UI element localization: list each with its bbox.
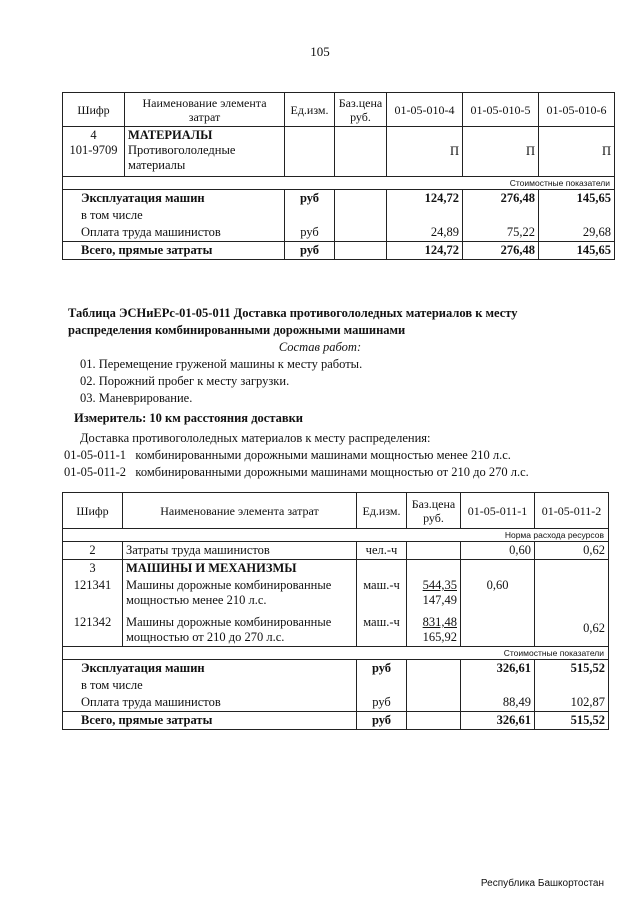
subheader: Стоимостные показатели	[63, 647, 609, 660]
cell: 515,52	[535, 660, 609, 678]
col-header-name: Наименование элемента затрат	[125, 93, 285, 127]
cell: 0,62	[535, 542, 609, 560]
variant-code: 01-05-011-2	[64, 465, 127, 479]
col-header-variant: 01-05-010-6	[539, 93, 615, 127]
price-wage: 165,92	[422, 630, 457, 644]
col-header-variant: 01-05-011-2	[535, 493, 609, 529]
summary-label: Оплата труда машинистов	[63, 694, 357, 712]
price-machine: 831,48	[422, 615, 457, 629]
cell: руб	[285, 224, 335, 242]
resource-code: 101-9709	[69, 143, 118, 157]
col-header-variant: 01-05-011-1	[461, 493, 535, 529]
cell: 326,61	[461, 660, 535, 678]
variant-line	[64, 447, 640, 464]
summary-label: в том числе	[63, 677, 357, 694]
work-item: 03. Маневрирование.	[80, 391, 193, 405]
cell	[285, 127, 335, 177]
col-header-price: Баз.цена руб.	[407, 493, 461, 529]
summary-label: Эксплуатация машин	[63, 660, 357, 678]
subheader: Стоимостные показатели	[63, 177, 615, 190]
cell: 276,48	[463, 190, 539, 208]
cell: 29,68	[539, 224, 615, 242]
price-machine: 544,35	[422, 578, 457, 592]
variant-code: 01-05-011-1	[64, 448, 127, 462]
variant-text: комбинированными дорожными машинами мощностью от 210 до 270 л.с.	[135, 465, 529, 479]
cell: руб	[357, 694, 407, 712]
cell: 515,52	[535, 712, 609, 730]
table-01-05-010	[62, 92, 615, 260]
cell	[335, 127, 387, 177]
cell: руб	[357, 712, 407, 730]
price-cell	[407, 609, 461, 647]
cell: П	[539, 127, 615, 177]
col-header-code: Шифр	[63, 493, 123, 529]
section-number: 4	[90, 128, 97, 142]
price-cell	[407, 577, 461, 609]
cell: 88,49	[461, 694, 535, 712]
variant-text: комбинированными дорожными машинами мощностью менее 210 л.с.	[135, 448, 511, 462]
cell	[335, 190, 387, 208]
summary-label: Всего, прямые затраты	[63, 712, 357, 730]
table-01-05-011	[62, 492, 609, 730]
resource-name: Машины дорожные комбинированные мощностью менее 210 л.с.	[123, 577, 357, 609]
page-number: 105	[310, 44, 330, 59]
cell: маш.-ч	[357, 577, 407, 609]
cell: маш.-ч	[357, 609, 407, 647]
variant-line	[64, 464, 640, 481]
cell: 326,61	[461, 712, 535, 730]
col-header-name: Наименование элемента затрат	[123, 493, 357, 529]
section-title: МАШИНЫ И МЕХАНИЗМЫ	[123, 560, 357, 578]
resource-code: 121342	[63, 609, 123, 647]
summary-label: Оплата труда машинистов	[63, 224, 285, 242]
work-item: 02. Порожний пробег к месту загрузки.	[80, 374, 290, 388]
col-header-price: Баз.цена руб.	[335, 93, 387, 127]
cell: 124,72	[387, 190, 463, 208]
resource-code: 121341	[63, 577, 123, 609]
cell: 145,65	[539, 190, 615, 208]
cell: П	[463, 127, 539, 177]
table-title: Таблица ЭСНиЕРс-01-05-011 Доставка противогололедных материалов к месту распределения комбинированными дорожными машинами	[68, 306, 518, 337]
cell: 276,48	[463, 242, 539, 260]
description: Доставка противогололедных материалов к месту распределения:	[80, 431, 431, 445]
work-item: 01. Перемещение груженой машины к месту работы.	[80, 357, 363, 371]
cell: руб	[285, 190, 335, 208]
resource-code: 2	[63, 542, 123, 560]
col-header-variant: 01-05-010-4	[387, 93, 463, 127]
resource-name: Противогололедные материалы	[128, 143, 236, 172]
cell: 75,22	[463, 224, 539, 242]
subheader: Норма расхода ресурсов	[63, 529, 609, 542]
cell: 0,60	[461, 577, 535, 609]
cell: П	[387, 127, 463, 177]
col-header-variant: 01-05-010-5	[463, 93, 539, 127]
resource-name: Затраты труда машинистов	[123, 542, 357, 560]
section-number: 3	[63, 560, 123, 578]
cell: руб	[357, 660, 407, 678]
measure-unit: Измеритель: 10 км расстояния доставки	[74, 411, 304, 425]
cell: 145,65	[539, 242, 615, 260]
summary-label: Всего, прямые затраты	[63, 242, 285, 260]
cell: 0,62	[535, 609, 609, 647]
table-row	[125, 127, 285, 177]
summary-label: Эксплуатация машин	[63, 190, 285, 208]
cell: 102,87	[535, 694, 609, 712]
table-row	[63, 127, 125, 177]
cell: руб	[285, 242, 335, 260]
cell: 24,89	[387, 224, 463, 242]
col-header-unit: Ед.изм.	[285, 93, 335, 127]
cell: 124,72	[387, 242, 463, 260]
price-wage: 147,49	[422, 593, 457, 607]
footer-region: Республика Башкортостан	[480, 878, 604, 889]
summary-label: в том числе	[63, 207, 285, 224]
cell: 0,60	[461, 542, 535, 560]
cell: чел.-ч	[357, 542, 407, 560]
col-header-unit: Ед.изм.	[357, 493, 407, 529]
cell	[535, 577, 609, 609]
resource-name: Машины дорожные комбинированные мощностью от 210 до 270 л.с.	[123, 609, 357, 647]
section-title: МАТЕРИАЛЫ	[128, 128, 213, 142]
cell	[461, 609, 535, 647]
col-header-code: Шифр	[63, 93, 125, 127]
work-composition-title: Состав работ:	[278, 340, 362, 354]
